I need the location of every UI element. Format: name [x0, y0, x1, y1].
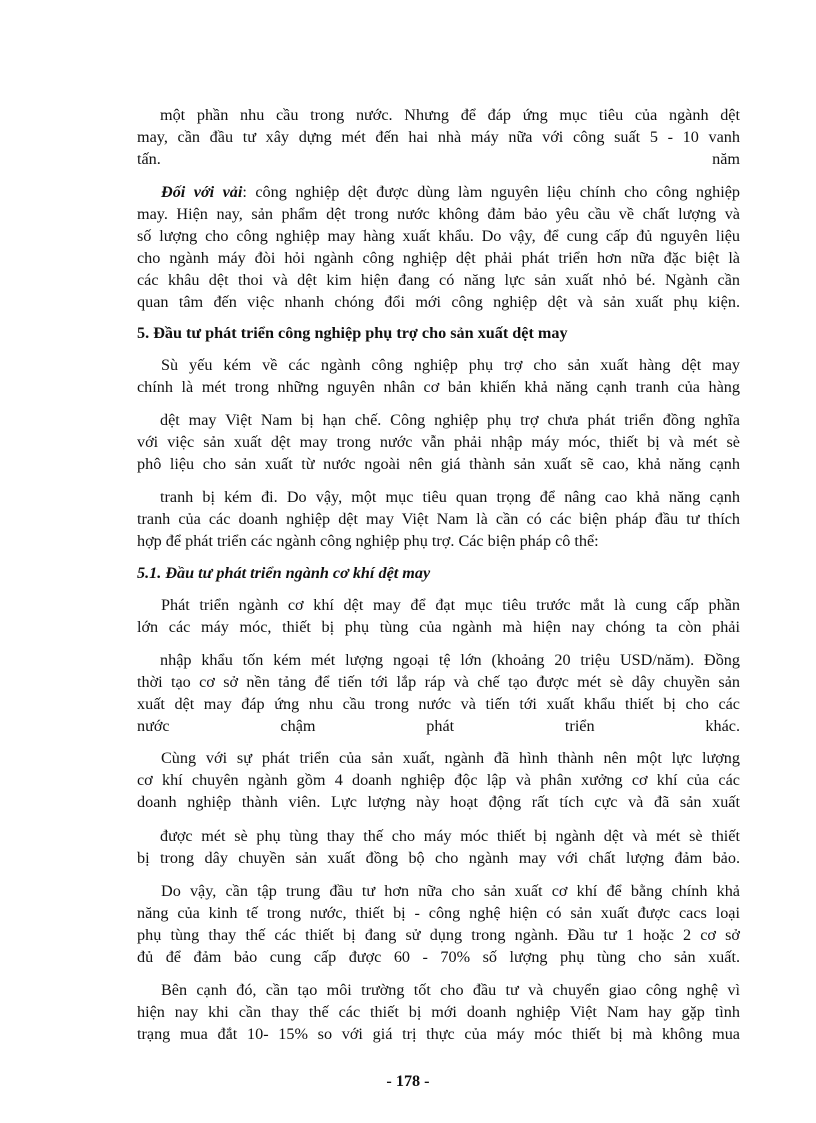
page-number: - 178 -	[386, 1072, 430, 1090]
text-line: lớn các máy móc, thiết bị phụ tùng của ngành mà hiện nay chóng ta còn phải	[137, 618, 740, 636]
text-line: Cùng với sự phát triển của sản xuất, ngành đã hình thành nên một lực lượng	[161, 749, 740, 767]
text-line: hợp để phát triển các ngành công nghiệp phụ trợ. Các biện pháp cô thể:	[137, 532, 599, 550]
text-line: tranh bị kém đi. Do vậy, một mục tiêu quan trọng để nâng cao khả năng cạnh	[160, 488, 740, 506]
text-line: một phần nhu cầu trong nước. Nhưng để đáp ứng mục tiêu của ngành dệt	[160, 106, 740, 124]
text-line: cơ khí chuyên ngành gồm 4 doanh nghiệp độc lập và phân xưởng cơ khí của các	[137, 771, 740, 789]
text-line	[137, 149, 740, 169]
text-line: may. Hiện nay, sản phẩm dệt trong nước không đảm bảo yêu cầu về chất lượng và	[137, 205, 740, 223]
text-line: hiện nay khi cần thay thế các thiết bị mới doanh nghiệp Việt Nam hay gặp tình	[137, 1003, 740, 1021]
text-line: số lượng cho công nghiệp may hàng xuất khẩu. Do vậy, để cung cấp đủ nguyên liệu	[137, 227, 740, 245]
text-line: trạng mua đắt 10- 15% so với giá trị thực của máy móc thiết bị mà không mua	[137, 1025, 740, 1043]
text-line: năng của kinh tế trong nước, thiết bị - công nghệ hiện có sản xuất được cacs loại	[137, 904, 740, 922]
text-line: được mét sè phụ tùng thay thế cho máy móc thiết bị ngành dệt và mét sè thiết	[160, 827, 740, 845]
text-line: Sù yếu kém về các ngành công nghiệp phụ trợ cho sản xuất hàng dệt may	[161, 356, 740, 374]
text-line: Phát triển ngành cơ khí dệt may để đạt mục tiêu trước mắt là cung cấp phần	[161, 596, 740, 614]
text-line: nhập khẩu tốn kém mét lượng ngoại tệ lớn (khoảng 20 triệu USD/năm). Đồng	[160, 651, 740, 669]
text-line: đủ để đảm bảo cung cấp được 60 - 70% số lượng phụ tùng cho sản xuất.	[137, 948, 740, 966]
text-line: bị trong dây chuyền sản xuất đồng bộ cho ngành may với chất lượng đảm bảo.	[137, 849, 740, 867]
text-fragment: năm	[712, 150, 740, 168]
text-line: phụ tùng thay thế các thiết bị đang sử dụng trong ngành. Đầu tư 1 hoặc 2 cơ sở	[137, 926, 740, 944]
section-heading: 5. Đầu tư phát triển công nghiệp phụ trợ cho sản xuất dệt may	[137, 324, 568, 342]
lead-phrase: Đối với vải	[161, 183, 243, 201]
text-line: với việc sản xuất dệt may trong nước vẫn phải nhập máy móc, thiết bị và mét sè	[137, 433, 740, 451]
text-line: chính là mét trong những nguyên nhân cơ bản khiến khả năng cạnh tranh của hàng	[137, 378, 740, 396]
paragraph-lead-line	[161, 182, 740, 202]
text-line: Do vậy, cần tập trung đầu tư hơn nữa cho sản xuất cơ khí để bằng chính khả	[161, 882, 740, 900]
text-line: nước chậm phát triển khác.	[137, 717, 740, 735]
subsection-heading: 5.1. Đầu tư phát triển ngành cơ khí dệt may	[137, 564, 431, 582]
text-line: Bên cạnh đó, cần tạo môi trường tốt cho đầu tư và chuyển giao công nghệ vì	[161, 981, 740, 999]
text-line: các khâu dệt thoi và dệt kim hiện đang có năng lực sản xuất nhỏ bé. Ngành cần	[137, 271, 740, 289]
text-line: tranh của các doanh nghiệp dệt may Việt Nam là cần có các biện pháp đầu tư thích	[137, 510, 740, 528]
text-line: quan tâm đến việc nhanh chóng đổi mới công nghiệp dệt và sản xuất phụ kiện.	[137, 293, 740, 311]
text-line: xuất dệt may đáp ứng nhu cầu trong nước và tiến tới xuất khẩu thiết bị cho các	[137, 695, 740, 713]
text-fragment: : công nghiệp dệt được dùng làm nguyên liệu chính cho công nghiệp	[242, 183, 740, 201]
text-fragment: tấn.	[137, 150, 161, 168]
text-line: may, cần đầu tư xây dựng mét đến hai nhà máy nữa với công suất 5 - 10 vanh	[137, 128, 740, 146]
text-line: thời tạo cơ sở nền tảng để tiến tới lắp ráp và chế tạo được mét sè dây chuyền sản	[137, 673, 740, 691]
text-line: doanh nghiệp thành viên. Lực lượng này hoạt động rất tích cực và đã sản xuất	[137, 793, 740, 811]
text-line: phô liệu cho sản xuất từ nước ngoài nên giá thành sản xuất sẽ cao, khả năng cạnh	[137, 455, 740, 473]
text-line: cho ngành máy đòi hỏi ngành công nghiệp dệt phải phát triển hơn nữa đặc biệt là	[137, 249, 740, 267]
text-line: dệt may Việt Nam bị hạn chế. Công nghiệp phụ trợ chưa phát triển đồng nghĩa	[160, 411, 740, 429]
